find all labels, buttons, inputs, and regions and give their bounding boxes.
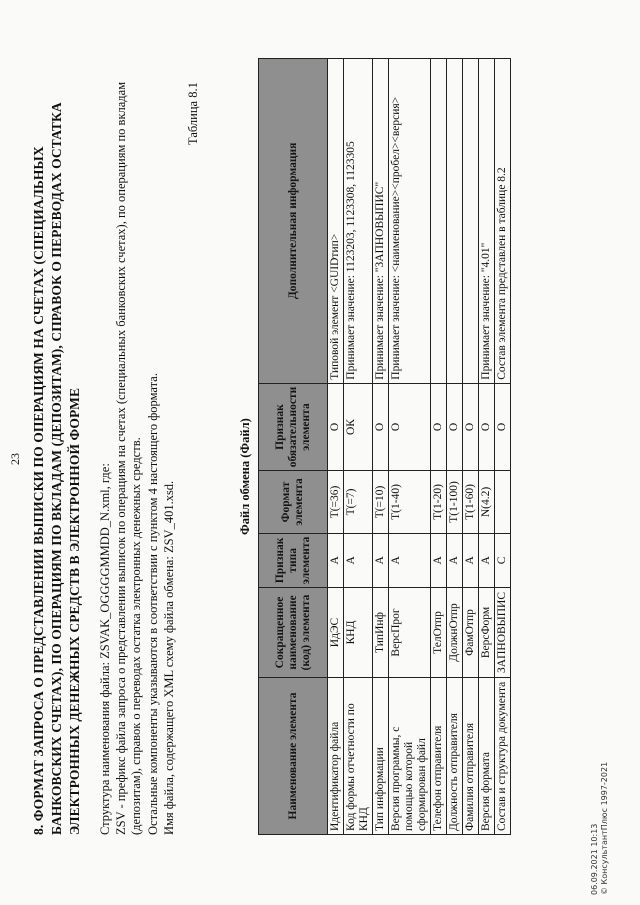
cell-element-type: А: [431, 533, 447, 587]
cell-additional-info: Состав элемента представлен в таблице 8.2: [495, 59, 511, 384]
cell-element-code: КНД: [344, 588, 373, 678]
cell-element-type: А: [373, 533, 389, 587]
paragraph-prefix-description: ZSV - префикс файла запроса о представлении выписок по операциям на счетах (специальных банковских счетах), по операциям по вкладам (депозитам), справок о переводах остатка электронных денежных средств.: [114, 81, 143, 835]
table-row: [344, 59, 373, 835]
cell-additional-info: [447, 59, 463, 384]
header-element-required: Признак обязательности элемента: [259, 383, 328, 471]
cell-element-required: О: [328, 383, 344, 471]
cell-additional-info: [431, 59, 447, 384]
table-row: [479, 59, 495, 835]
cell-element-required: О: [373, 383, 389, 471]
print-footer: [590, 762, 610, 895]
cell-element-required: О: [431, 383, 447, 471]
cell-element-type: А: [344, 533, 373, 587]
header-additional-info: Дополнительная информация: [259, 59, 328, 384]
table-row: [495, 59, 511, 835]
cell-element-required: О: [389, 383, 431, 471]
cell-element-code: ТипИнф: [373, 588, 389, 678]
cell-element-format: T(=36): [328, 471, 344, 533]
cell-element-format: N(4.2): [479, 471, 495, 533]
print-timestamp: 06.09.2021 10:13: [590, 823, 599, 895]
cell-element-code: ВерсФорм: [479, 588, 495, 678]
cell-element-required: ОК: [344, 383, 373, 471]
cell-additional-info: Принимает значение: 1123203, 1123308, 1123305: [344, 59, 373, 384]
paragraph-other-components: Остальные компоненты указываются в соответствии с пунктом 4 настоящего формата.: [146, 373, 160, 835]
table-row: [389, 59, 431, 835]
exchange-file-table: [258, 58, 511, 835]
table-number: Таблица 8.1: [186, 82, 200, 145]
cell-element-format: T(1-100): [447, 471, 463, 533]
table-row: [373, 59, 389, 835]
cell-element-name: Идентификатор файла: [328, 677, 344, 834]
cell-element-name: Версия формата: [479, 677, 495, 834]
section-heading: 8. ФОРМАТ ЗАПРОСА О ПРЕДСТАВЛЕНИИ ВЫПИСКИ ПО ОПЕРАЦИЯМ НА СЧЕТАХ (СПЕЦИАЛЬНЫХ БАНКОВСКИХ СЧЕТАХ), ПО ОПЕРАЦИЯМ ПО ВКЛАДАМ (ДЕПОЗИТАМ), СПРАВОК О ПЕРЕВОДАХ ОСТАТКА ЭЛЕКТРОННЫХ ДЕНЕЖНЫХ СРЕДСТВ В ЭЛЕКТРОННОЙ ФОРМЕ: [31, 102, 82, 835]
paragraph-file-structure: Структура наименования файла: ZSVAK_OGGGGMMDD_N.xml, где:: [98, 463, 112, 835]
cell-element-format: T(1-60): [463, 471, 479, 533]
cell-element-required: О: [447, 383, 463, 471]
cell-element-name: Фамилия отправителя: [463, 677, 479, 834]
cell-element-name: Версия программы, с помощью которой сформирован файл: [389, 677, 431, 834]
header-element-type: Признак типа элемента: [259, 533, 328, 587]
cell-element-code: ЗАПНОВЫПИС: [495, 588, 511, 678]
header-element-name: Наименование элемента: [259, 677, 328, 834]
cell-element-format: T(=7): [344, 471, 373, 533]
header-element-format: Формат элемента: [259, 471, 328, 533]
paragraph-schema-name: Имя файла, содержащего XML схему файла обмена: ZSV_401.xsd.: [162, 480, 176, 835]
cell-element-type: С: [495, 533, 511, 587]
cell-element-code: ВерсПрог: [389, 588, 431, 678]
cell-additional-info: Типовой элемент <GUIDтип>: [328, 59, 344, 384]
cell-additional-info: [463, 59, 479, 384]
cell-element-type: А: [463, 533, 479, 587]
table-row: [431, 59, 447, 835]
cell-additional-info: Принимает значение: <наименование><пробел><версия>: [389, 59, 431, 384]
cell-element-format: T(=10): [373, 471, 389, 533]
cell-element-name: Состав и структура документа: [495, 677, 511, 834]
cell-element-name: Телефон отправителя: [431, 677, 447, 834]
table-row: [328, 59, 344, 835]
table-header-row: [259, 59, 328, 835]
cell-element-format: T(1-40): [389, 471, 431, 533]
cell-element-type: А: [447, 533, 463, 587]
cell-element-format: T(1-20): [431, 471, 447, 533]
table-row: [447, 59, 463, 835]
cell-element-name: Код формы отчетности по КНД: [344, 677, 373, 834]
print-source: © КонсультантПлюс 1997-2021: [600, 761, 609, 895]
cell-element-format: [495, 471, 511, 533]
cell-element-type: А: [389, 533, 431, 587]
cell-element-code: ФамОтпр: [463, 588, 479, 678]
table-caption: Файл обмена (Файл): [238, 418, 252, 535]
cell-element-name: Тип информации: [373, 677, 389, 834]
page-number: 23: [8, 453, 22, 465]
cell-element-required: О: [479, 383, 495, 471]
cell-element-required: О: [463, 383, 479, 471]
cell-additional-info: Принимает значение: "4.01": [479, 59, 495, 384]
cell-element-code: ДолжнОтпр: [447, 588, 463, 678]
cell-element-type: А: [328, 533, 344, 587]
cell-element-code: ИдЭС: [328, 588, 344, 678]
cell-element-required: О: [495, 383, 511, 471]
table-row: [463, 59, 479, 835]
cell-element-name: Должность отправителя: [447, 677, 463, 834]
cell-element-code: ТелОтпр: [431, 588, 447, 678]
cell-element-type: А: [479, 533, 495, 587]
cell-additional-info: Принимает значение: "ЗАПНОВЫПИС": [373, 59, 389, 384]
header-element-code: Сокращенное наименование (код) элемента: [259, 588, 328, 678]
